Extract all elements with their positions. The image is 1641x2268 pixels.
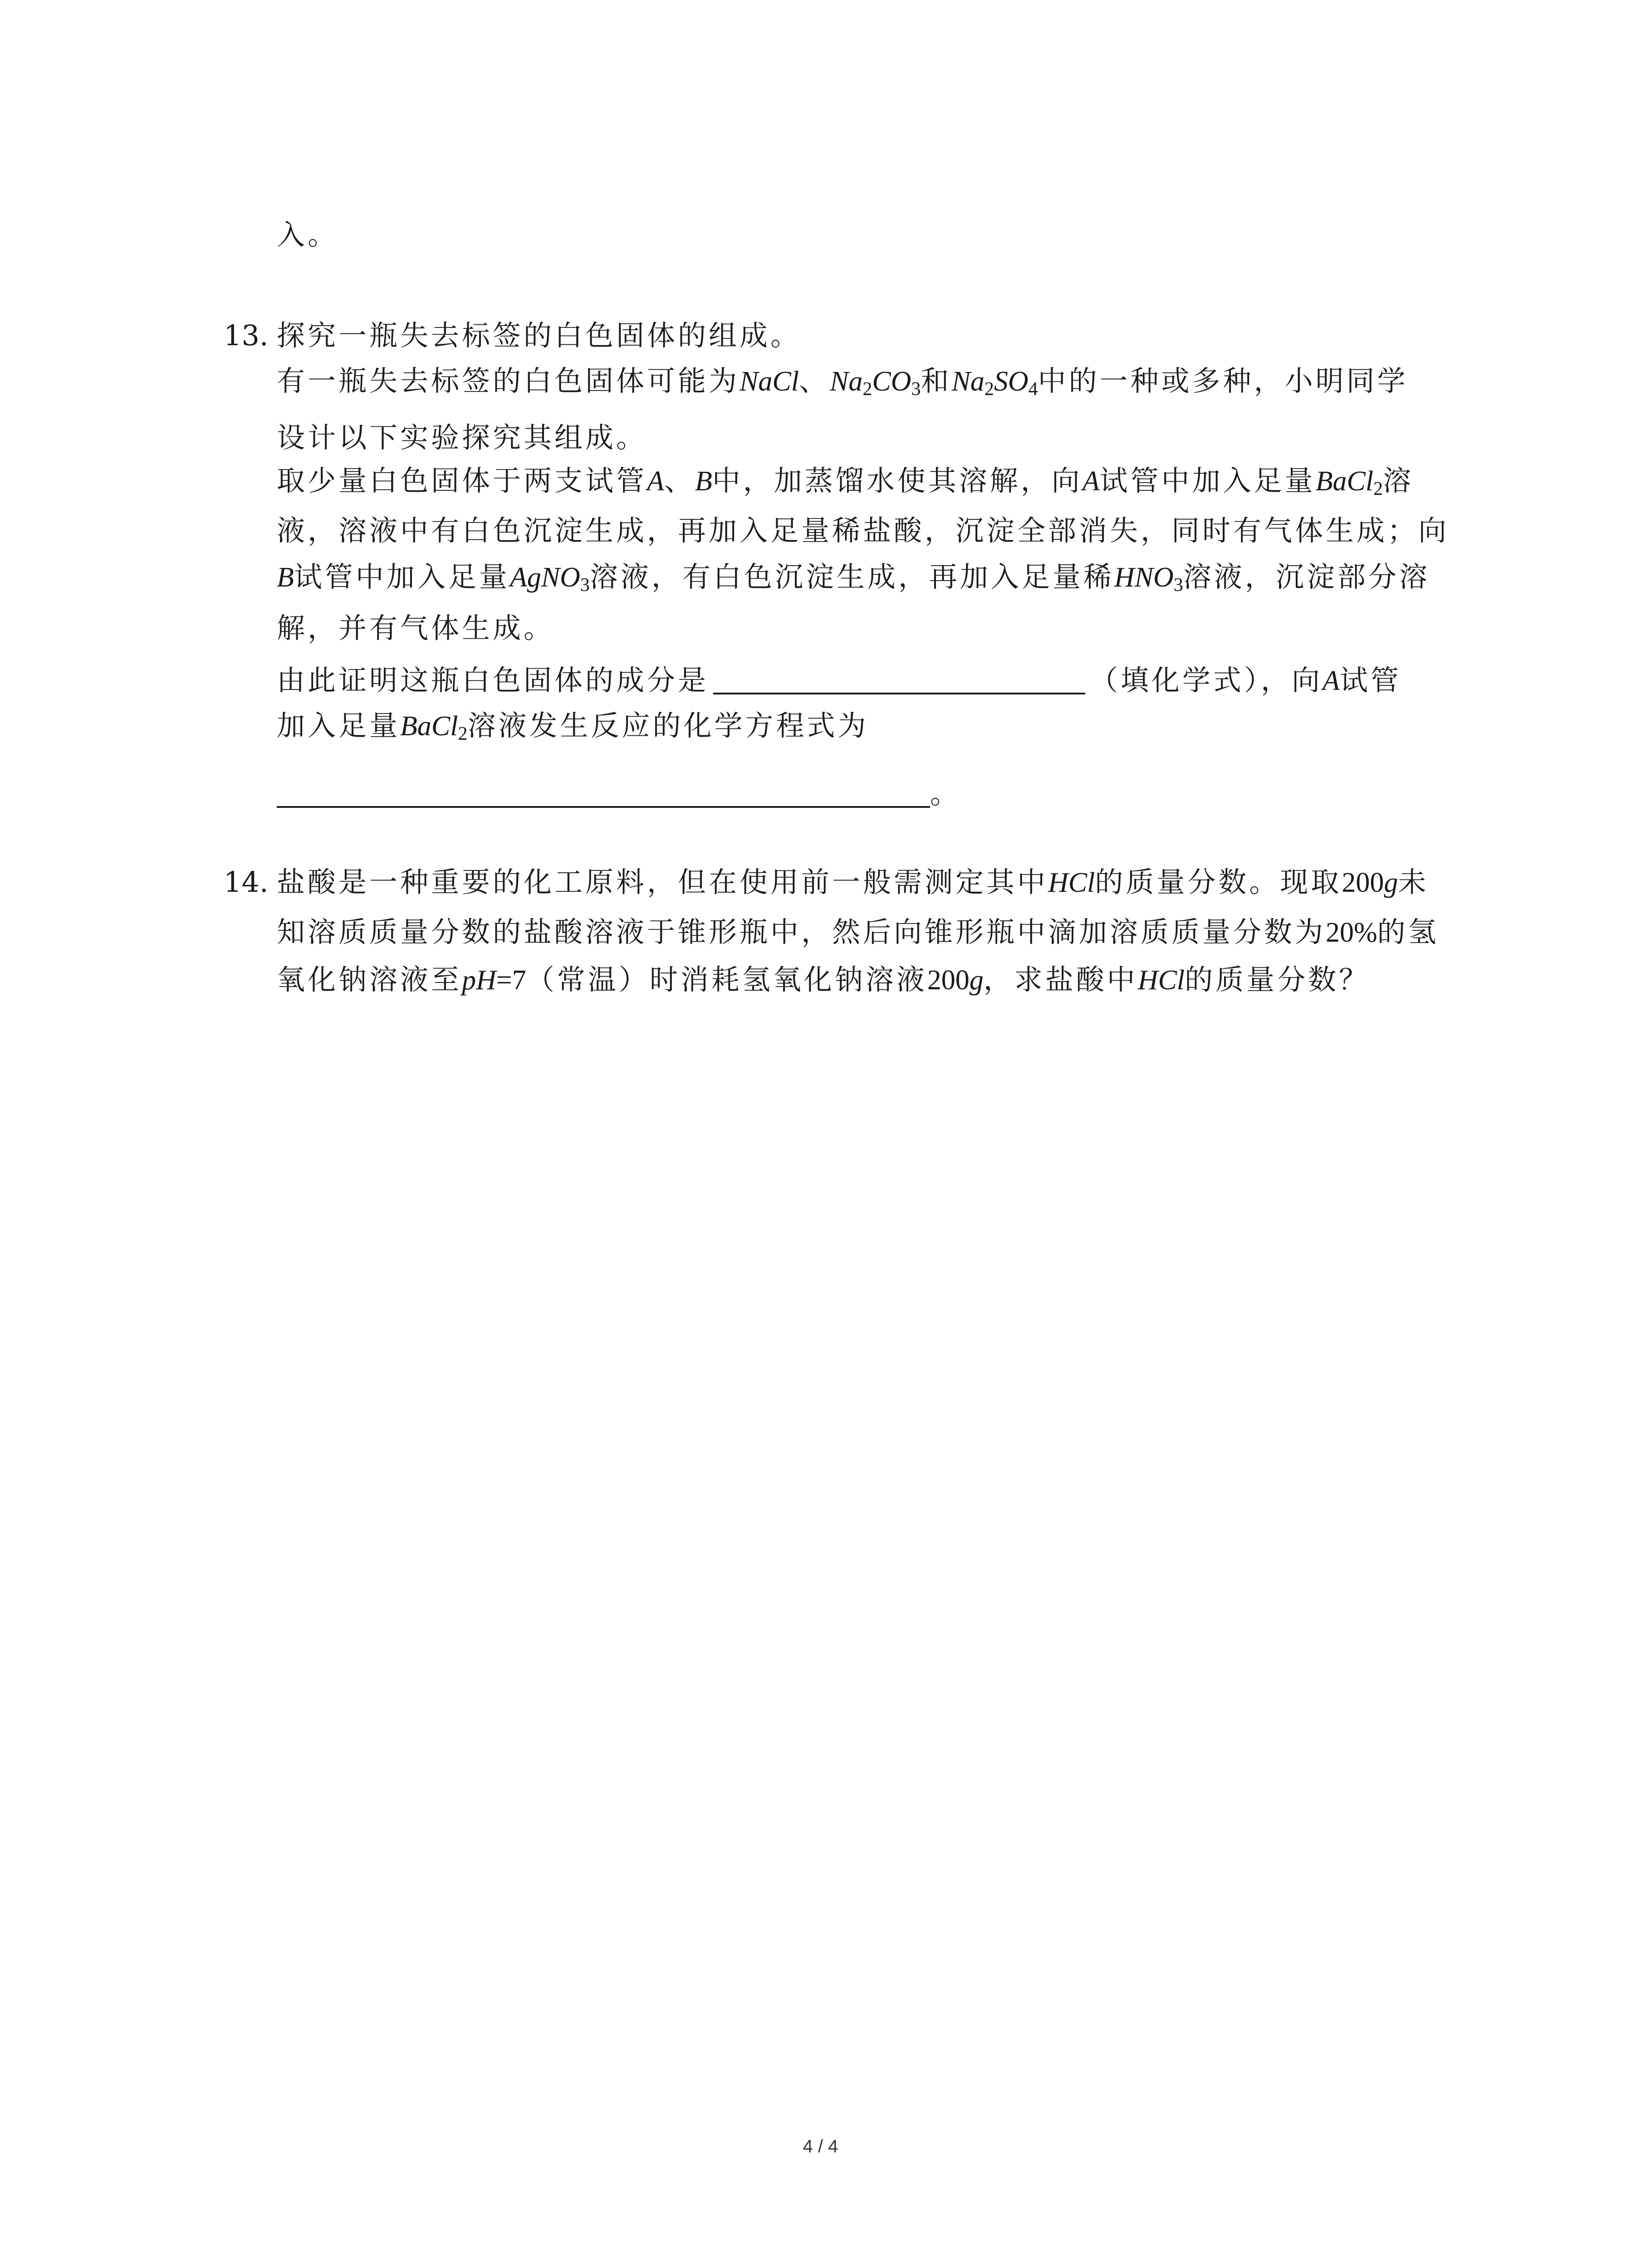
tube-b-label: B: [695, 466, 712, 497]
page-number: 4 / 4: [803, 2136, 838, 2156]
question-13-line-9: 。: [277, 776, 961, 812]
tube-b-label: B: [277, 562, 294, 593]
question-14-line-3: 氧化钠溶液至pH=7（常温）时消耗氢氧化钠溶液200g，求盐酸中HCl的质量分数？: [277, 963, 1370, 996]
question-14-line-1: 盐酸是一种重要的化工原料，但在使用前一般需测定其中HCl的质量分数。现取200g未: [277, 865, 1429, 899]
formula-ph: pH: [462, 965, 496, 996]
formula-bacl2: BaCl$_2$: [400, 711, 468, 744]
mass-value: 200: [927, 965, 970, 996]
tube-a-label: A: [1082, 466, 1100, 497]
carryover-text: 入。: [277, 218, 339, 251]
formula-hcl: HCl: [1137, 965, 1185, 996]
mass-value: 200: [1342, 867, 1384, 898]
answer-blank-equation[interactable]: [277, 778, 930, 808]
formula-bacl2: BaCl$_2$: [1315, 466, 1383, 499]
answer-blank-composition[interactable]: [713, 665, 1085, 694]
question-13-line-3: 取少量白色固体于两支试管A、B中，加蒸馏水使其溶解，向A试管中加入足量BaCl$_2$溶: [277, 464, 1414, 499]
q13-text: 有一瓶失去标签的白色固体可能为: [277, 364, 740, 397]
question-13-line-6: 解，并有气体生成。: [277, 611, 555, 645]
question-13-title: 探究一瓶失去标签的白色固体的组成。: [277, 319, 802, 352]
unit-grams: g: [969, 965, 984, 996]
tube-a-label: A: [1323, 665, 1340, 696]
question-13-line-2: 设计以下实验探究其组成。: [277, 421, 647, 454]
q13-separator: 、: [798, 364, 830, 397]
q13-text: 和: [921, 364, 952, 397]
question-13-line-5: B试管中加入足量AgNO$_3$溶液，有白色沉淀生成，再加入足量稀$HNO_3$溶液，沉淀部分溶: [277, 560, 1430, 596]
unit-grams: g: [1384, 867, 1398, 898]
formula-na2co3: $Na_2CO_3$: [829, 366, 921, 400]
question-13-line-7: 由此证明这瓶白色固体的成分是 （填化学式），向A试管: [277, 664, 1401, 697]
formula-agno3: AgNO$_3$: [509, 562, 590, 596]
question-13-line-8: 加入足量BaCl$_2$溶液发生反应的化学方程式为: [277, 709, 869, 744]
question-13-number: 13.: [224, 319, 269, 352]
ph-value: =7: [496, 965, 526, 996]
formula-nacl: NaCl: [740, 366, 799, 397]
question-14-line-2: 知溶质质量分数的盐酸溶液于锥形瓶中，然后向锥形瓶中滴加溶质质量分数为20%的氢: [277, 915, 1439, 948]
q13-text: 中的一种或多种，小明同学: [1038, 364, 1408, 397]
formula-hcl: HCl: [1048, 867, 1095, 898]
question-14-number: 14.: [224, 865, 269, 899]
question-13-line-4: 液，溶液中有白色沉淀生成，再加入足量稀盐酸，沉淀全部消失，同时有气体生成；向: [277, 514, 1450, 547]
percent-value: 20%: [1326, 917, 1377, 948]
tube-a-label: A: [647, 466, 664, 497]
question-13-line-1: [277, 363, 1408, 407]
formula-na2so4: $Na_2SO_4$: [951, 366, 1038, 400]
formula-hno3: $HNO_3$: [1114, 562, 1183, 596]
